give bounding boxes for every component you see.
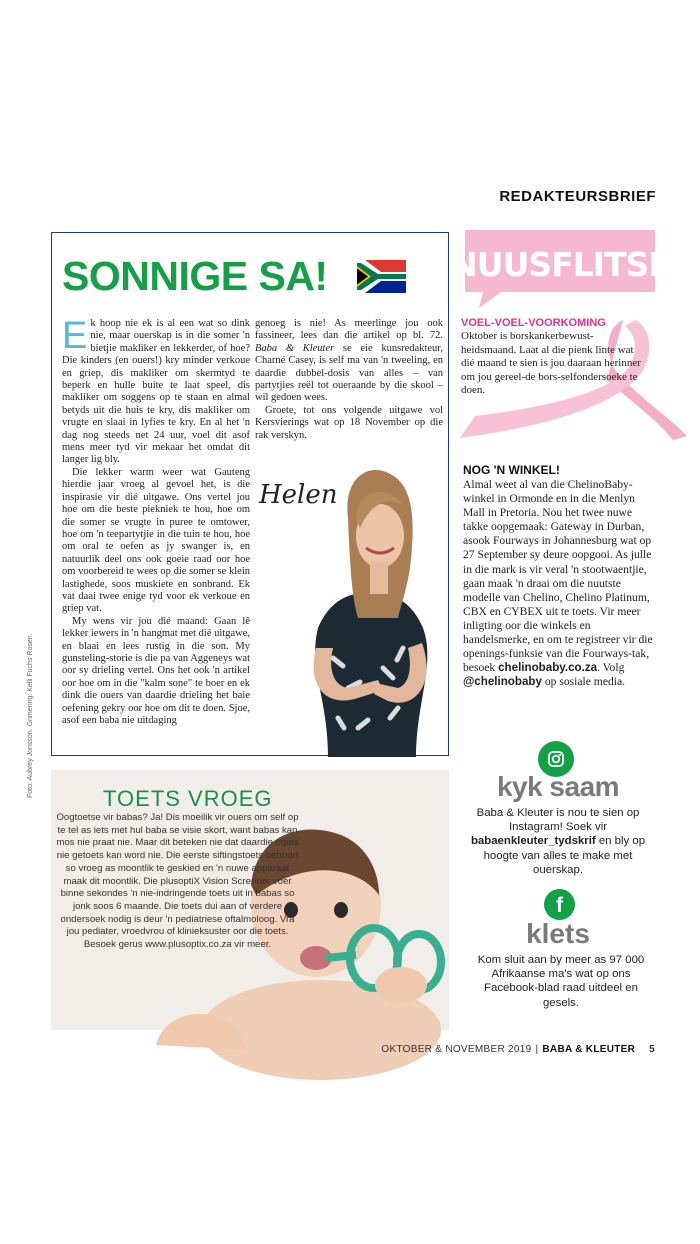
toets-vroeg-body: Oogtoetse vir babas? Ja! Dis moeilik vir ouers om self op te tel as iets met hul baba se visie skort, want babas kan mos nie praat nie. Maar dit beteken nie dat daardie ogies nie getoets kan word nie. Die eerste siftingstoets behoort so vroeg as moontlik te geskied en 'n nuwe apparaat maak dit moontlik. Die plusoptiX Vision Screener voer binne sekondes 'n nie-indringende toets uit in babas so jonk soos 6 maande. Die toets dui aan of verdere ondersoek nodig is deur 'n pediatriese oftalmoloog. Vra jou pediater, vroedvrou of klinieksuster oor die toets. Besoek gerus www.plusoptix.co.za vir meer. <box>56 812 299 951</box>
letter-column-right <box>255 318 444 441</box>
editor-letter-box <box>51 232 449 756</box>
instagram-text-pre: Baba & Kleuter is nou te sien op Instagram! Soek vir <box>476 807 640 834</box>
letter-paragraph-2: Die lekker warm weer wat Gauteng hierdie jaar vroeg al gevoel het, is die inspirasie vir dié uitgawe. Ons vertel jou hoe om die beste piekniek te hou, hoe om die somer se vrugte in puree te omtower, hoe om 'n teepartytjie in die tuin te hou, hoe om oral te oefen as jy swanger is, en natuurlik deel ons ook goeie raad oor hoe om voorbereid te wees op die somer se klein lastighede, soos muskiete en sonbrand. Ek vat daai twee enige tyd voor ek verkoue en griep vat. <box>62 466 250 615</box>
instagram-handle: babaenkleuter_tydskrif <box>470 835 596 848</box>
facebook-icon: f <box>556 894 563 917</box>
photo-credit: Foto: Aubrey Jonsson. Grimering: Kelli Fuchs Rosen. <box>27 633 34 798</box>
footer-separator: | <box>535 1044 539 1055</box>
instagram-text-post: en bly op hoogte van alles te make met ouerskap. <box>483 835 646 876</box>
facebook-body: Kom sluit aan by meer as 97 000 Afrikaanse ma's wat op ons Facebook-blad raad uitdeel en gesels. <box>477 954 645 1009</box>
new-store-heading: NOG 'N WINKEL! <box>463 463 560 477</box>
page-footer <box>381 1044 655 1055</box>
news-flash-heading: VOEL-VOEL-VOORKOMING <box>461 317 606 329</box>
new-store-text-end: op sosiale media. <box>541 675 626 689</box>
new-store-text-mid: . Volg <box>597 661 625 675</box>
instagram-heading: kyk saam <box>496 771 620 802</box>
editor-title: SONNIGE SA! <box>62 253 328 299</box>
letter-paragraph-3: My wens vir jou dié maand: Gaan lê lekker iewers in 'n hangmat met dié uitgawe, en blaai en lees rustig in die son. My gunsteling-storie is die pa van Aggeneys wat oor sy drieling vertel. Ons het ook 'n artikel oor hoe om in die "kalm sone" te boer en ek dink die ouers van daardie drieling het baie oefening gekry oor hoe om dit te doen. Sjoe, asof een baba nie uitdaging <box>62 615 250 726</box>
instagram-icon <box>548 751 564 767</box>
editor-signature <box>257 473 347 513</box>
letter-paragraph-4b: se eie kunsredakteur, Charné Casey, is self ma van 'n tweeling, en daardie dubbel-dosis van alles – van partytjies reël tot oueraande by die skool – wil gedoen wees. <box>255 342 444 404</box>
south-africa-flag-icon <box>357 260 406 293</box>
letter-paragraph-4a: genoeg is nie! As meerlinge jou ook fassineer, lees dan die artikel op bl. 72. <box>255 318 443 342</box>
toets-vroeg-panel <box>51 770 449 1030</box>
store-website-link: chelinobaby.co.za <box>498 661 598 675</box>
page-number: 5 <box>649 1044 655 1055</box>
nuusflitse-banner-text: NUUSFLITSE <box>450 245 670 284</box>
letter-paragraph-5: Groete, tot ons volgende uitgawe vol Kersvierings wat op 18 November op die rak verskyn. <box>255 404 443 441</box>
new-store-body <box>463 478 655 689</box>
nuusflitse-banner <box>450 230 670 310</box>
letter-paragraph-1: k hoop nie ek is al een wat so dink nie, maar ouerskap is in die somer 'n bietjie makliker en lekkerder, of hoe? Die kinders (en ouers!) kry minder verkoue en griep, dis makliker om skermtyd te beperk en hulle buite te laat speel, dis makliker om soggens op te staan en almal betyds uit die huis te kry, dis makliker om vrugte en slaai in lyfies te kry. En al het 'n dag nog steeds net 24 uur, voel dit asof mens meer tyd vir mekaar het omdat dit langer lig bly. <box>62 318 250 466</box>
magazine-name-italic: Baba & Kleuter <box>255 342 335 354</box>
new-store-text: Almal weet al van die ChelinoBaby-winkel in Ormonde en in die Menlyn Mall in Pretoria. Nou het twee nuwe takke oopgemaak: Gateway in Durban, asook Fourways in Johannesburg wat op 27 September sy deure oopgooi. As julle in die mark is vir veral 'n stootwaentjie, gaan maak 'n draai om die nuutste modelle van Chelino, Chelino Platinum, CBX en CYBEX uit te toets. Vir meer inligting oor die winkels en handelsmerke, en om te registreer vir die openings-funksie van die Fourways-tak, besoek <box>463 478 653 675</box>
instagram-body <box>466 806 650 877</box>
section-label: REDAKTEURSBRIEF <box>499 188 656 205</box>
signature-text: Helen <box>259 480 338 510</box>
toets-vroeg-title: TOETS VROEG <box>103 786 273 811</box>
store-social-handle: @chelinobaby <box>463 675 542 689</box>
news-flash-body: Oktober is borskankerbewust-heidsmaand. Laat al die pienk linte wat dié maand te sien is jou daaraan herinner om jou gereel-de bors-selfondersoeke te doen. <box>461 330 641 396</box>
footer-magazine: BABA & KLEUTER <box>542 1044 636 1055</box>
facebook-heading: klets <box>526 918 590 949</box>
footer-issue: OKTOBER & NOVEMBER 2019 <box>381 1044 532 1055</box>
drop-cap: E <box>62 315 88 357</box>
letter-column-left <box>62 315 250 750</box>
